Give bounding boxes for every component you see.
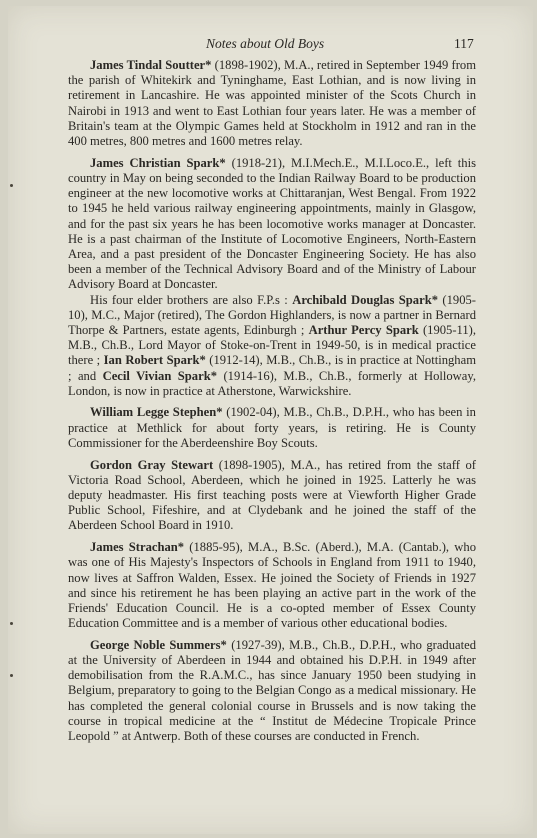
entry-name: Ian Robert Spark* xyxy=(103,353,206,368)
entry-segment: His four elder brothers are also F.P.s : xyxy=(90,292,293,307)
entry-name: James Strachan* xyxy=(90,540,185,555)
entry-stewart xyxy=(68,458,476,534)
entry-name: William Legge Stephen* xyxy=(90,405,223,420)
entry-segment: (1905-11), M.B., Ch.B., Lord Mayor of Stoke-on-Trent in 1949-50, is in medical practice there ; xyxy=(68,322,477,368)
entry-text: (1918-21), M.I.Mech.E., M.I.Loco.E., left this country in May on being seconded to the Indian Railway Board to be production engineer at the new locomotive works at Chittaranjan, West Bengal. From 1922 to 1945 he held various railway engineering appointments, mainly in Glasgow, and for the past six years he has been locomotive works manager at Doncaster. He is a past chairman of the Institute of Locomotive Engineers, North-Eastern Area, and a past president of the Doncaster Engineering Society. He has also been a member of the Technical Advisory Board and of the Ministry of Labour Advisory Board at Doncaster. xyxy=(68,155,476,292)
entry-stephen xyxy=(68,405,476,451)
entry-spark xyxy=(68,156,476,293)
entry-segment: (1905-10), M.C., Major (retired), The Gordon Highlanders, is now a partner in Bernard Thorpe & Partners, estate agents, Edinburgh ; xyxy=(68,292,476,337)
entry-text: (1902-04), M.B., Ch.B., D.P.H., who has been in practice at Methlick for about forty years, is retiring. He is County Commissioner for the Aberdeenshire Boy Scouts. xyxy=(68,405,476,450)
book-page xyxy=(8,6,533,834)
margin-dot xyxy=(10,622,13,625)
entry-summers xyxy=(68,638,476,744)
entry-segment: (1914-16), M.B., Ch.B., formerly at Holloway, London, is now in practice at Atherstone, Warwickshire. xyxy=(68,368,476,398)
margin-dot xyxy=(10,184,13,187)
running-head: Notes about Old Boys xyxy=(206,36,325,51)
margin-dot xyxy=(10,674,13,677)
entry-spark-brothers xyxy=(68,293,476,399)
entry-text: (1927-39), M.B., Ch.B., D.P.H., who graduated at the University of Aberdeen in 1944 and obtained his D.P.H. in 1949 after demobilisation from the R.A.M.C., has since January 1950 been studying in Belgium, preparatory to going to the Belgian Congo as a medical missionary. He has completed the general colonial course in Brussels and is now taking the course in tropical medicine at the “ Institut de Médecine Tropicale Prince Leopold ” at Antwerp. Both of these courses are conducted in French. xyxy=(68,637,477,744)
page-number: 117 xyxy=(454,36,474,51)
entry-segment: (1912-14), M.B., Ch.B., is in practice at Nottingham ; and xyxy=(68,353,476,383)
entry-text: (1885-95), M.A., B.Sc. (Aberd.), M.A. (Cantab.), who was one of His Majesty's Inspectors of Schools in England from 1911 to 1940, now lives at Saffron Walden, Essex. He joined the Society of Friends in 1927 and since his retirement he has been playing an active part in the work of the Friends' Education Council. He is a co-opted member of Essex County Education Committee and is a member of various other educational bodies. xyxy=(68,540,476,631)
entry-text: (1898-1902), M.A., retired in September 1949 from the parish of Whitekirk and Tyninghame, East Lothian, and is now living in retirement in Lancashire. He was appointed minister of the Scots Church in Nairobi in 1913 and went to East Lothian four years later. He was a member of Britain's team at the Olympic Games held at Stockholm in 1912 and ran in the 400 metres, 800 metres and 1600 metres relay. xyxy=(68,58,476,149)
entry-name: James Christian Spark* xyxy=(90,155,226,170)
page-header xyxy=(8,36,533,56)
entry-name: Gordon Gray Stewart xyxy=(90,457,214,472)
entry-soutter xyxy=(68,58,476,149)
entry-strachan xyxy=(68,540,476,631)
entry-name: Cecil Vivian Spark* xyxy=(102,368,217,383)
entry-name: James Tindal Soutter* xyxy=(90,58,212,72)
page-body xyxy=(68,58,476,751)
entry-text: (1898-1905), M.A., has retired from the staff of Victoria Road School, Aberdeen, which he joined in 1925. Latterly he was deputy headmaster. His first teaching posts were at Viewforth Higher Grade Public School, Fifeshire, and at Clydebank and he joined the staff of the Aberdeen School Board in 1910. xyxy=(68,457,477,533)
entry-name: Archibald Douglas Spark* xyxy=(292,292,438,307)
entry-name: Arthur Percy Spark xyxy=(308,322,419,337)
entry-name: George Noble Summers* xyxy=(90,637,227,652)
